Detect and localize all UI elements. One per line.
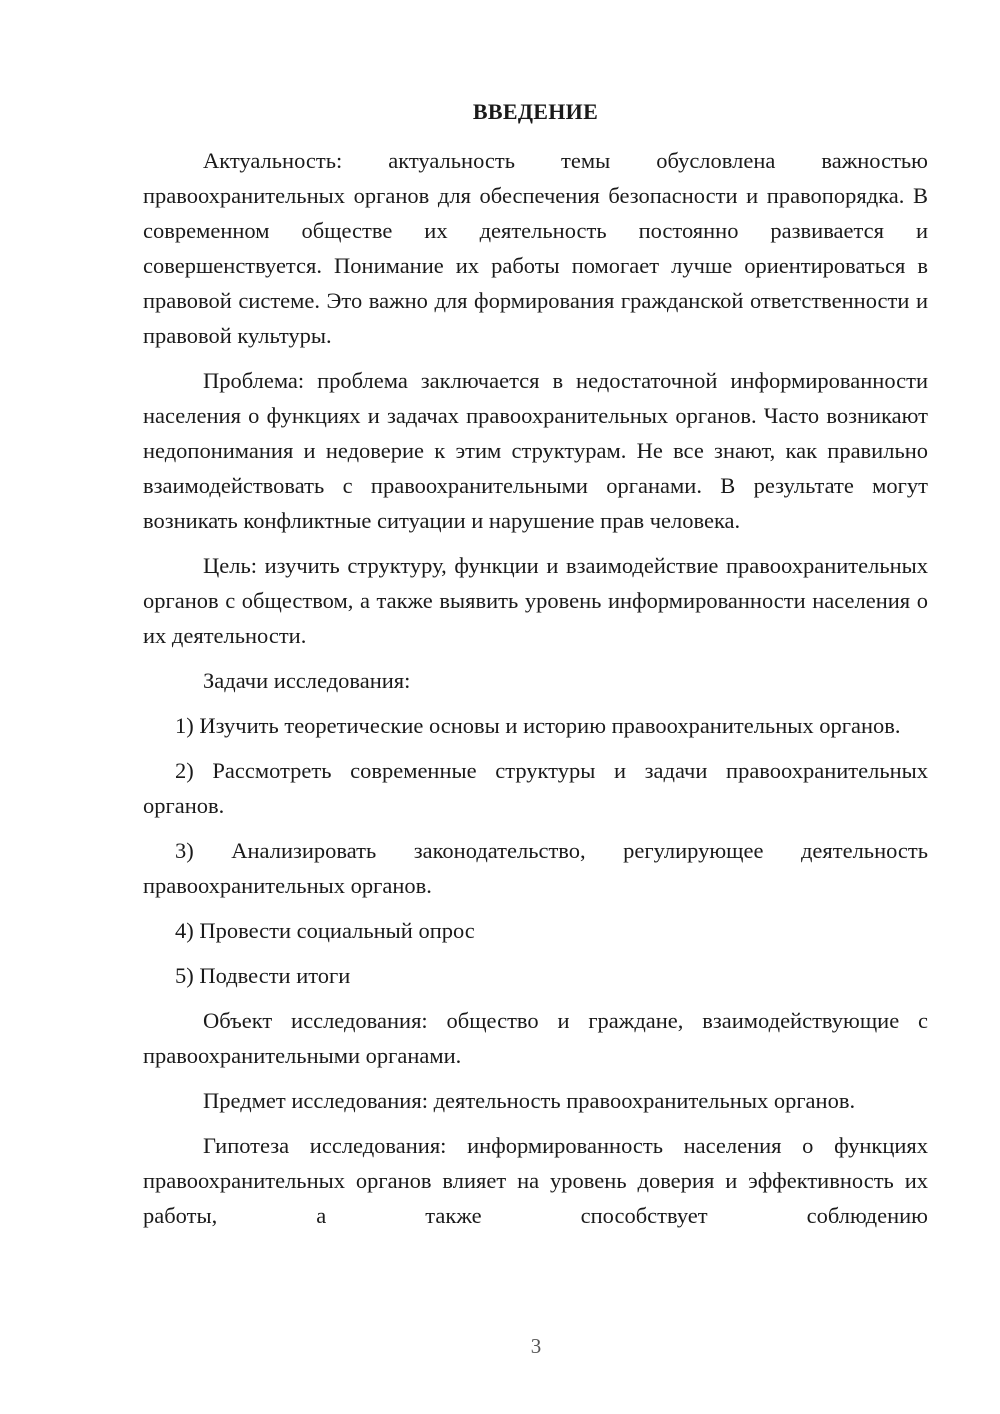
object-paragraph: Объект исследования: общество и граждане, взаимодействующие с правоохранительными органами. xyxy=(143,1008,928,1068)
list-item: 3) Анализировать законодательство, регулирующее деятельность правоохранительных органов. xyxy=(143,838,928,898)
problem-paragraph: Проблема: проблема заключается в недостаточной информированности населения о функциях и задачах правоохранительных органов. Часто возникают недопонимания и недоверие к этим структурам. Не все знают, как правильно взаимодействовать с правоохранительными органами. В результате могут возникать конфликтные ситуации и нарушение прав человека. xyxy=(143,368,928,533)
document-page xyxy=(143,94,928,1233)
relevance-paragraph: Актуальность: актуальность темы обусловлена важностью правоохранительных органов для обеспечения безопасности и правопорядка. В современном обществе их деятельность постоянно развивается и совершенствуется. Понимание их работы помогает лучше ориентироваться в правовой системе. Это важно для формирования гражданской ответственности и правовой культуры. xyxy=(143,148,928,348)
section-title: ВВЕДЕНИЕ xyxy=(472,99,599,124)
tasks-list xyxy=(143,708,928,993)
page-number: 3 xyxy=(530,1334,542,1358)
list-item: 2) Рассмотреть современные структуры и задачи правоохранительных органов. xyxy=(143,758,928,818)
list-item: 5) Подвести итоги xyxy=(175,963,351,988)
list-item: 4) Провести социальный опрос xyxy=(175,918,475,943)
list-item: 1) Изучить теоретические основы и историю правоохранительных органов. xyxy=(175,713,901,738)
subject-paragraph: Предмет исследования: деятельность правоохранительных органов. xyxy=(203,1088,856,1113)
goal-paragraph: Цель: изучить структуру, функции и взаимодействие правоохранительных органов с обществом, а также выявить уровень информированности населения о их деятельности. xyxy=(143,553,928,648)
hypothesis-paragraph: Гипотеза исследования: информированность населения о функциях правоохранительных органов влияет на уровень доверия и эффективность их работы, а также способствует соблюдению xyxy=(143,1133,928,1228)
tasks-label: Задачи исследования: xyxy=(203,668,411,693)
